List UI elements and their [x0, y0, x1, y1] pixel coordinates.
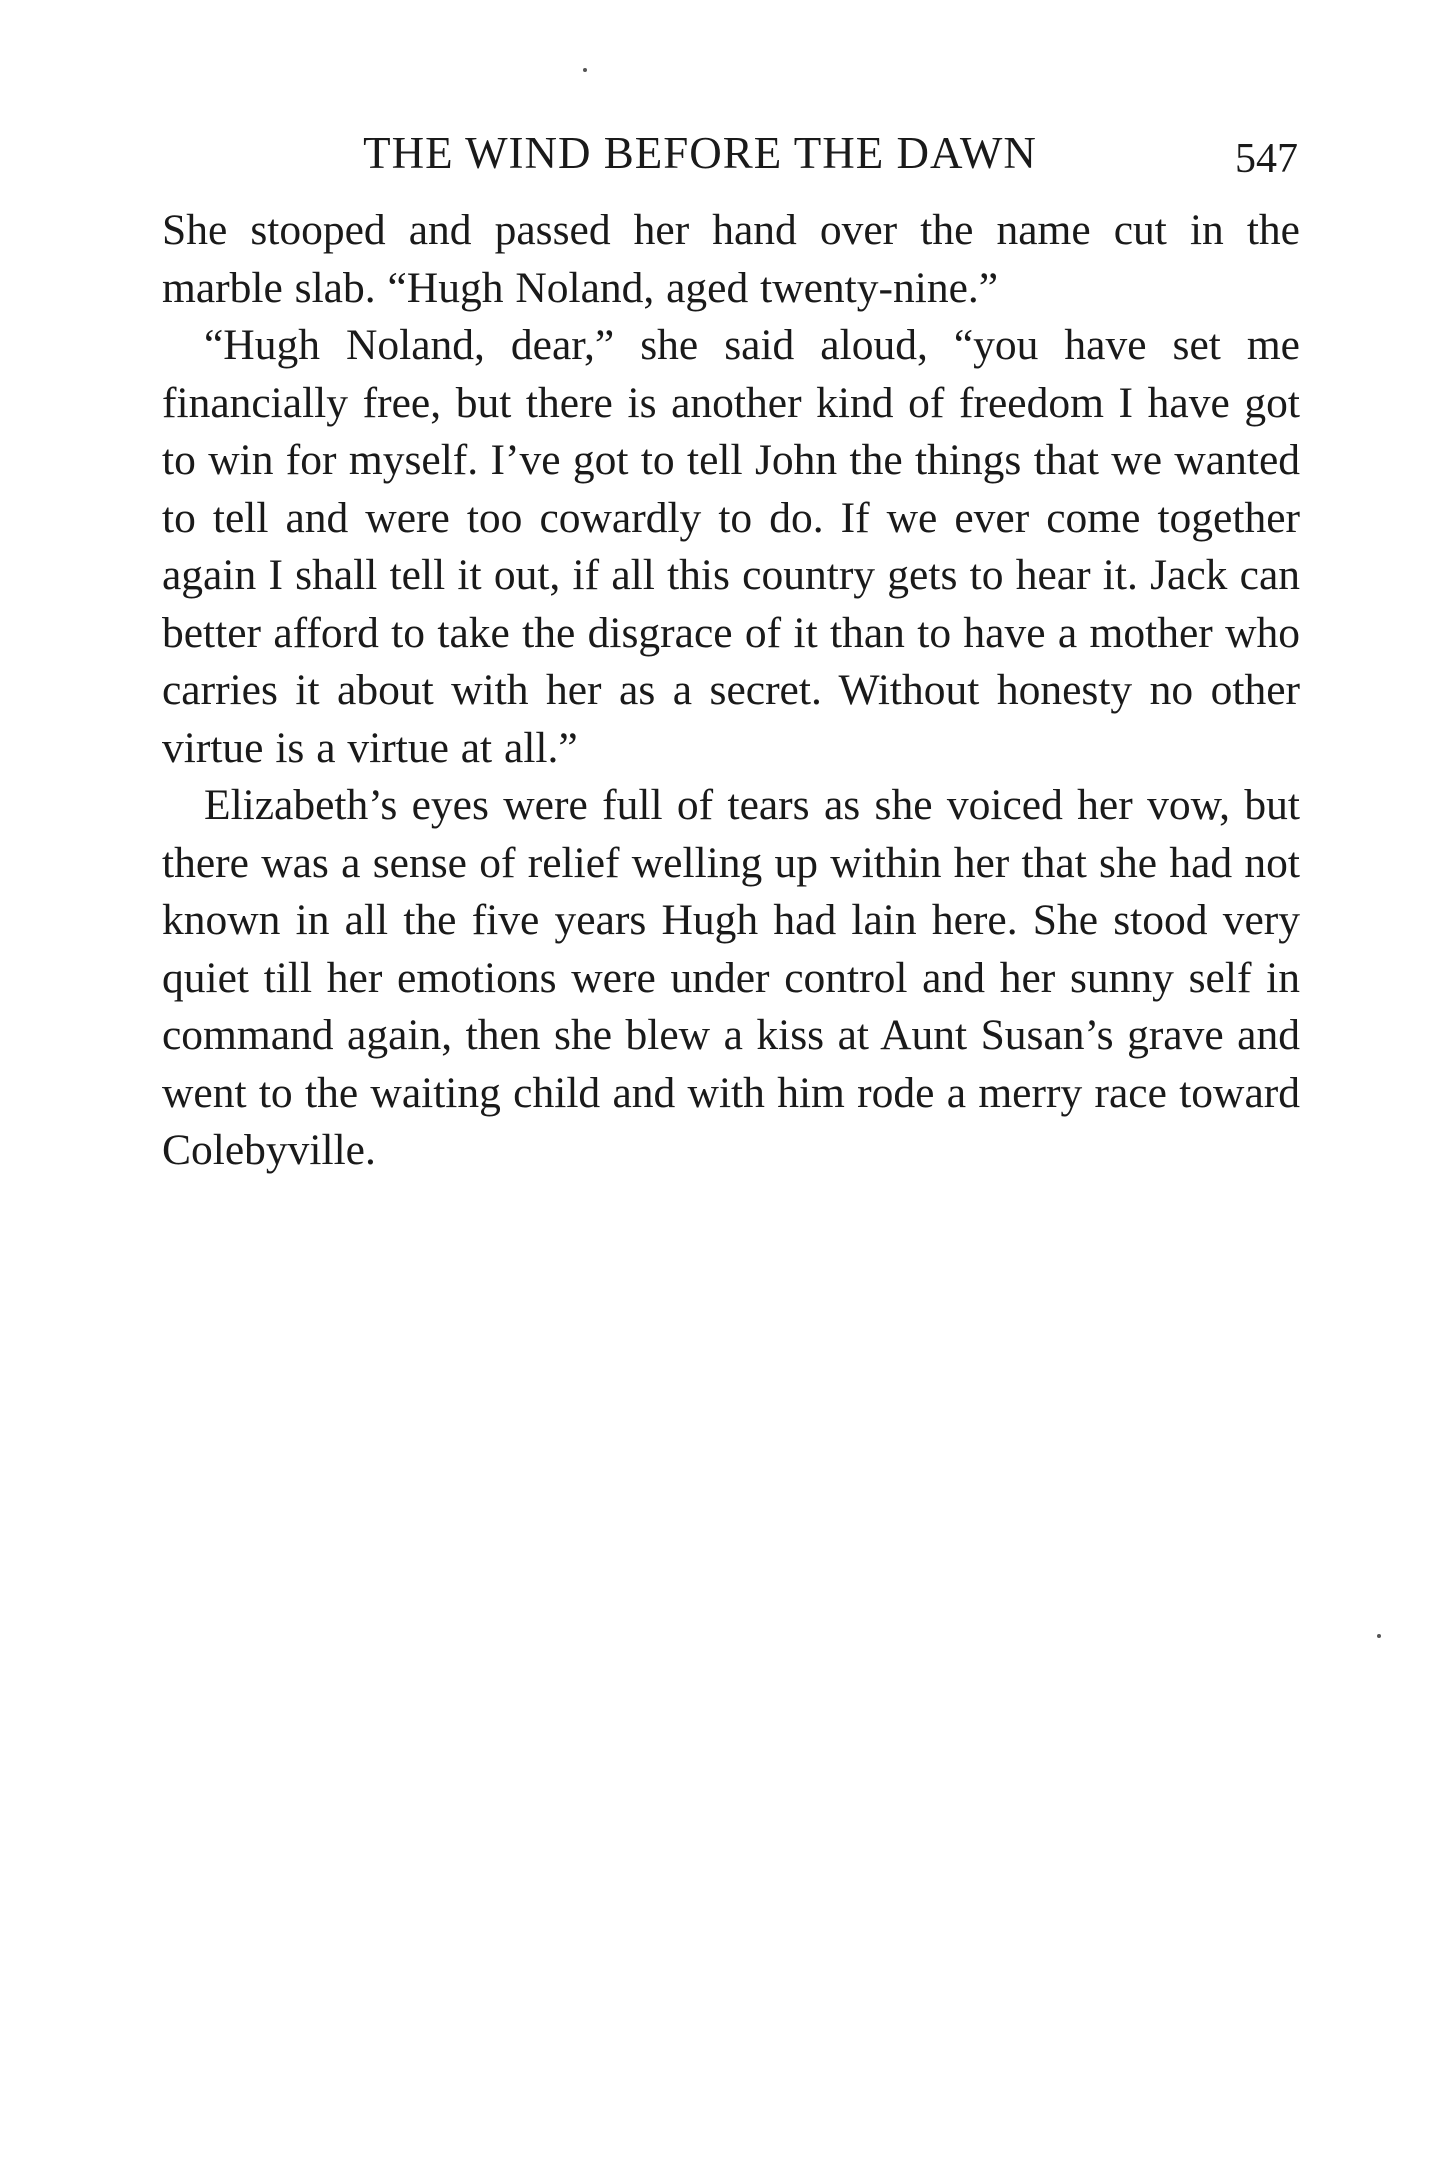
print-speck	[1377, 1634, 1381, 1638]
running-head	[158, 118, 1298, 188]
print-speck	[583, 68, 587, 72]
paragraph: “Hugh Noland, dear,” she said aloud, “you have set me financially free, but there is another kind of freedom I have got to win for myself. I’ve got to tell John the things that we wanted to tell and were too cowardly to do. If we ever come together again I shall tell it out, if all this country gets to hear it. Jack can better afford to take the disgrace of it than to have a mother who carries it about with her as a secret. Without honesty no other virtue is a virtue at all.”	[162, 321, 1300, 772]
paragraph: Elizabeth’s eyes were full of tears as she voiced her vow, but there was a sense of relief welling up within her that she had not known in all the five years Hugh had lain here. She stood very quiet till her emotions were under control and her sunny self in command again, then she blew a kiss at Aunt Susan’s grave and went to the waiting child and with him rode a merry race toward Colebyville.	[162, 781, 1300, 1174]
body-text	[162, 202, 1300, 1180]
page-number: 547	[1235, 136, 1298, 182]
running-title: THE WIND BEFORE THE DAWN	[363, 128, 1037, 178]
paragraph: She stooped and passed her hand over the name cut in the marble slab. “Hugh Noland, aged twenty-nine.”	[162, 206, 1300, 312]
